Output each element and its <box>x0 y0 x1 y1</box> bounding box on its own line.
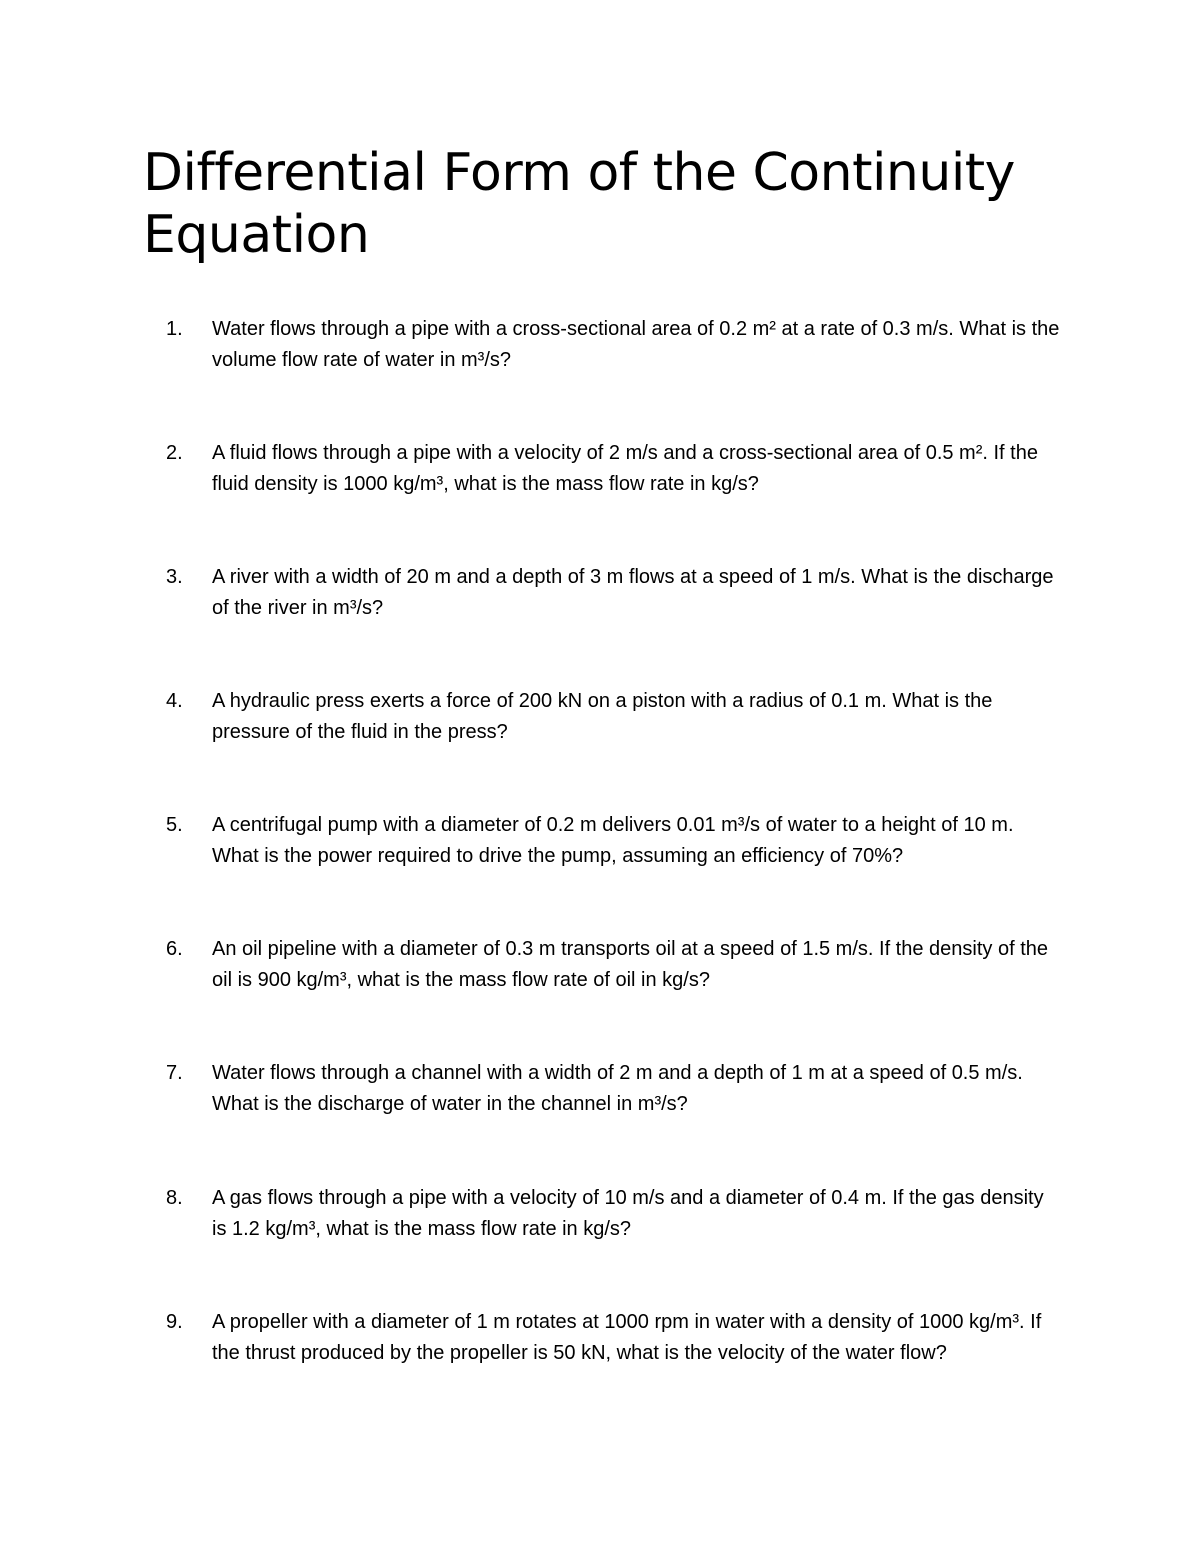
question-item <box>166 314 1066 376</box>
question-text: A hydraulic press exerts a force of 200 kN on a piston with a radius of 0.1 m. What is the pressure of the fluid in the press? <box>212 690 993 743</box>
question-text: Water flows through a pipe with a cross-sectional area of 0.2 m² at a rate of 0.3 m/s. What is the volume flow rate of water in m³/s? <box>212 318 1060 371</box>
question-number: 9. <box>166 1311 183 1333</box>
question-item <box>166 686 1066 748</box>
question-item <box>166 934 1066 996</box>
question-text: Water flows through a channel with a width of 2 m and a depth of 1 m at a speed of 0.5 m/s. What is the discharge of water in the channel in m³/s? <box>212 1062 1023 1115</box>
question-text: An oil pipeline with a diameter of 0.3 m transports oil at a speed of 1.5 m/s. If the density of the oil is 900 kg/m³, what is the mass flow rate of oil in kg/s? <box>212 938 1049 991</box>
question-number: 1. <box>166 318 183 340</box>
question-item <box>166 438 1066 500</box>
question-text: A river with a width of 20 m and a depth of 3 m flows at a speed of 1 m/s. What is the discharge of the river in m³/s? <box>212 566 1054 619</box>
question-item <box>166 1058 1066 1120</box>
question-number: 4. <box>166 690 183 712</box>
question-number: 2. <box>166 442 183 464</box>
question-text: A propeller with a diameter of 1 m rotates at 1000 rpm in water with a density of 1000 kg/m³. If the thrust produced by the propeller is 50 kN, what is the velocity of the water flow? <box>212 1311 1042 1364</box>
question-number: 8. <box>166 1187 183 1209</box>
document-title: Differential Form of the Continuity Equation <box>143 143 1015 265</box>
question-number: 7. <box>166 1062 183 1084</box>
question-number: 6. <box>166 938 183 960</box>
question-text: A centrifugal pump with a diameter of 0.2 m delivers 0.01 m³/s of water to a height of 10 m. What is the power required to drive the pump, assuming an efficiency of 70%? <box>212 814 1014 867</box>
question-text: A gas flows through a pipe with a velocity of 10 m/s and a diameter of 0.4 m. If the gas density is 1.2 kg/m³, what is the mass flow rate in kg/s? <box>212 1187 1044 1240</box>
question-item <box>166 562 1066 624</box>
question-text: A fluid flows through a pipe with a velocity of 2 m/s and a cross-sectional area of 0.5 m². If the fluid density is 1000 kg/m³, what is the mass flow rate in kg/s? <box>212 442 1038 495</box>
question-number: 5. <box>166 814 183 836</box>
question-item <box>166 1183 1066 1245</box>
question-number: 3. <box>166 566 183 588</box>
question-item <box>166 810 1066 872</box>
question-item <box>166 1307 1066 1369</box>
